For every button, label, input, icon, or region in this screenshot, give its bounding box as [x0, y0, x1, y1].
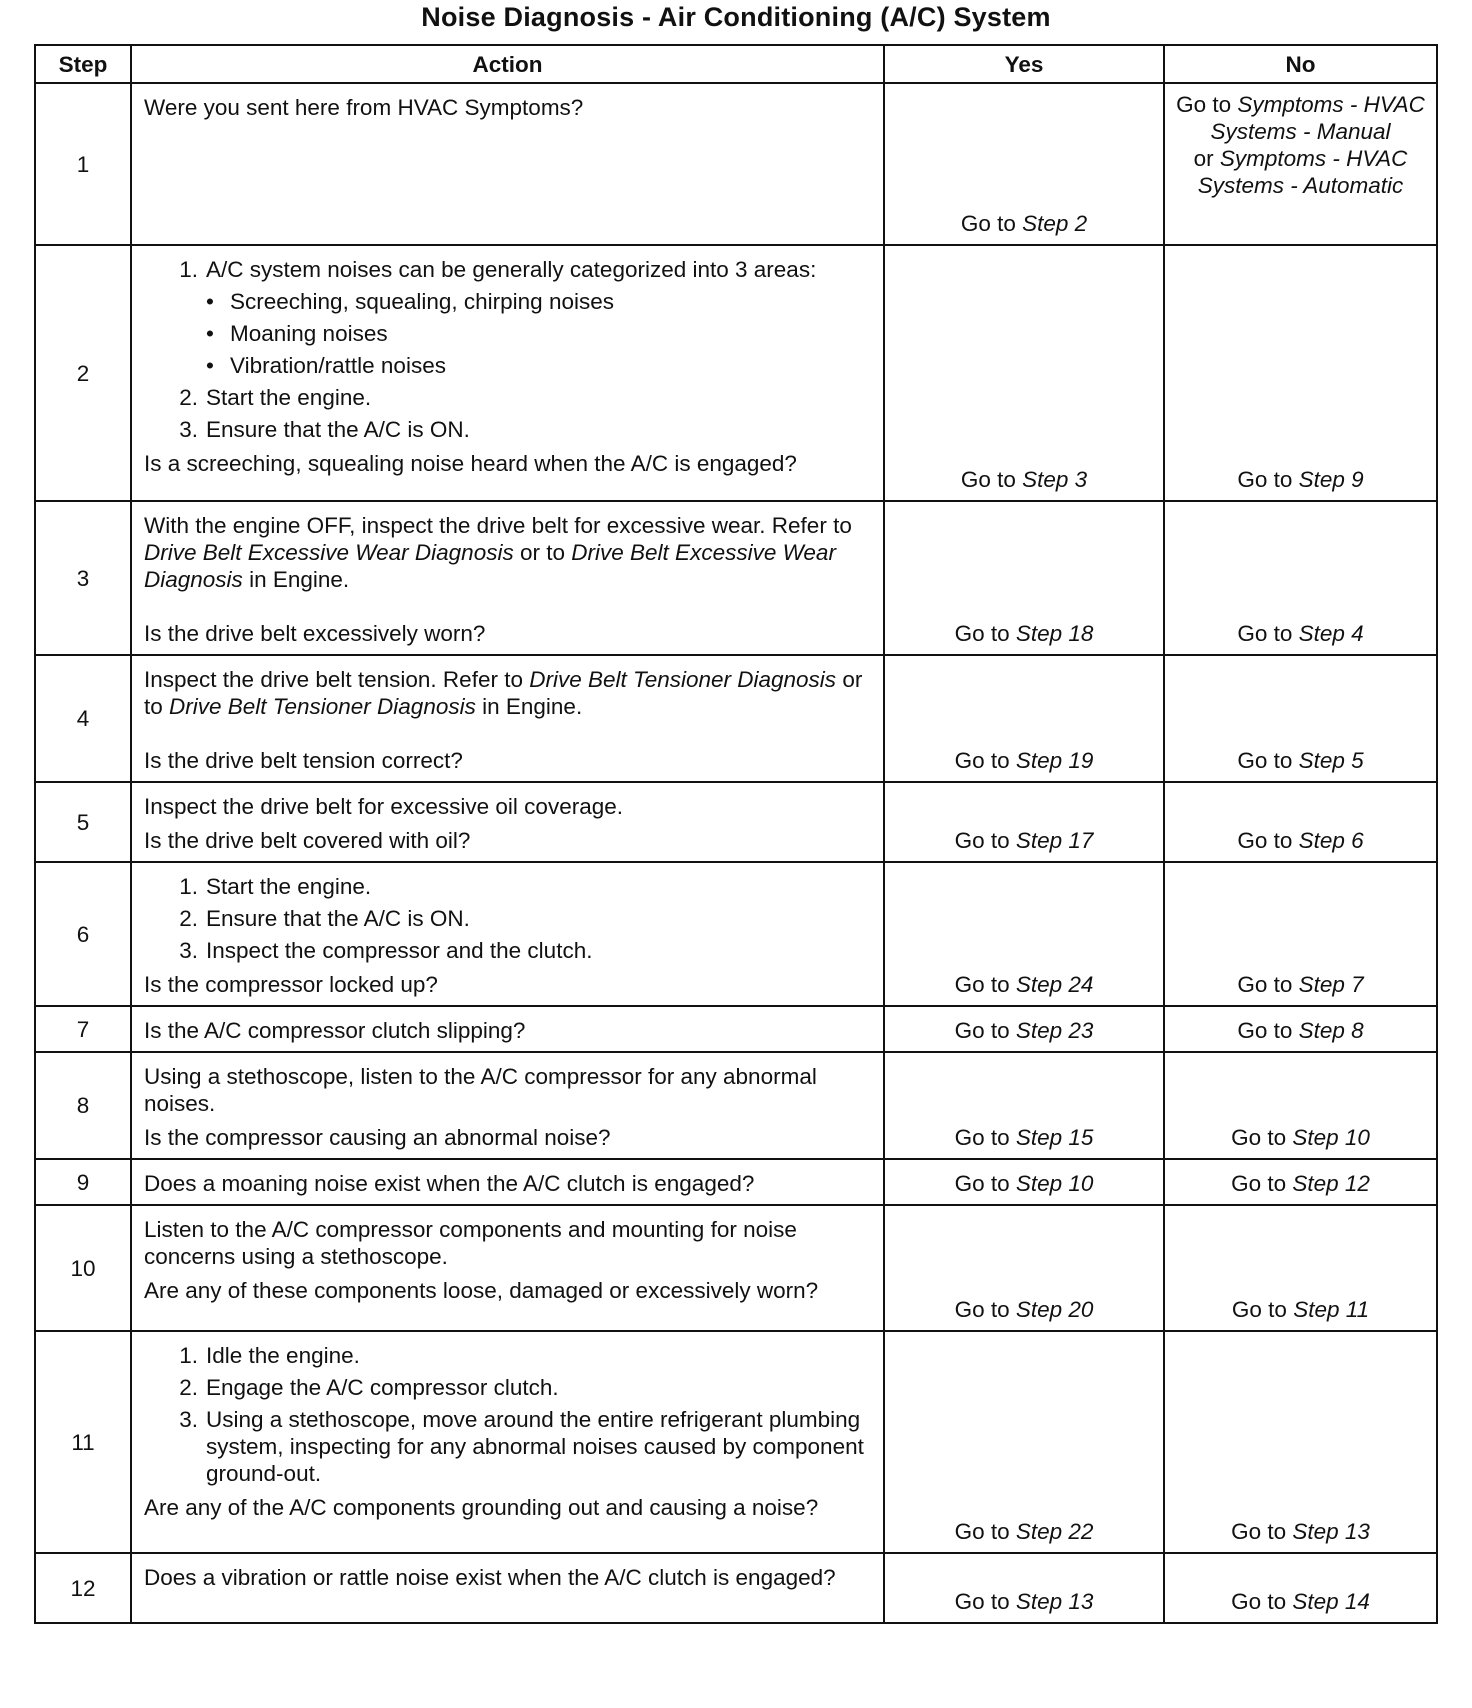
yes-cell — [884, 1159, 1164, 1205]
yes-cell — [884, 862, 1164, 1006]
table-row — [35, 862, 1437, 1006]
instruction-text: Listen to the A/C compressor components and mounting for noise concerns using a stethoscope. — [144, 1217, 797, 1269]
go-to-text: Go to — [954, 1018, 1010, 1043]
item-text: A/C system noises can be generally categorized into 3 areas: — [206, 257, 817, 282]
instruction-text — [144, 666, 873, 720]
step-link[interactable]: Step 7 — [1298, 972, 1364, 997]
step-link[interactable]: Step 4 — [1298, 621, 1364, 646]
bullet-item — [144, 288, 873, 315]
instruction-part: in Engine. — [482, 694, 583, 719]
step-link[interactable]: Step 3 — [1022, 467, 1088, 492]
question-text: Is the compressor locked up? — [144, 972, 438, 997]
bullet-glyph: • — [206, 289, 214, 314]
go-to-text: Go to — [960, 211, 1016, 236]
item-number: 2. — [179, 906, 198, 931]
header-action: Action — [131, 45, 884, 83]
instruction-text: Inspect the drive belt for excessive oil coverage. — [144, 794, 623, 819]
table-row — [35, 1006, 1437, 1052]
yes-cell — [884, 1006, 1164, 1052]
item-text: Ensure that the A/C is ON. — [206, 906, 470, 931]
go-to-text: Go to — [1237, 748, 1293, 773]
step-link[interactable]: Step 17 — [1015, 828, 1094, 853]
go-to-text: Go to — [954, 1171, 1010, 1196]
or-text: or — [1193, 146, 1214, 171]
go-to-text: Go to — [1237, 828, 1293, 853]
action-cell — [131, 1159, 884, 1205]
question-text: Does a vibration or rattle noise exist when the A/C clutch is engaged? — [144, 1565, 836, 1590]
go-to-text: Go to — [954, 621, 1010, 646]
action-cell — [131, 1553, 884, 1623]
action-cell — [131, 1205, 884, 1331]
step-number: 6 — [35, 862, 131, 1006]
numbered-item — [144, 1342, 873, 1369]
item-number: 2. — [179, 1375, 198, 1400]
item-number: 3. — [179, 417, 198, 442]
step-number: 12 — [35, 1553, 131, 1623]
step-number: 11 — [35, 1331, 131, 1553]
item-text: Ensure that the A/C is ON. — [206, 417, 470, 442]
no-cell — [1164, 1052, 1437, 1159]
question-text: Is the drive belt tension correct? — [144, 748, 463, 773]
numbered-item — [144, 416, 873, 443]
step-link[interactable]: Step 9 — [1298, 467, 1364, 492]
yes-cell — [884, 501, 1164, 655]
reference-link[interactable]: Drive Belt Excessive Wear Diagnosis — [144, 540, 836, 592]
step-link[interactable]: Step 10 — [1292, 1125, 1370, 1150]
step-link[interactable]: Step 12 — [1292, 1171, 1370, 1196]
bullet-text: Screeching, squealing, chirping noises — [230, 289, 614, 314]
table-row — [35, 655, 1437, 782]
action-cell — [131, 501, 884, 655]
instruction-part: or to — [144, 667, 863, 719]
step-link[interactable]: Step 19 — [1015, 748, 1094, 773]
step-number: 3 — [35, 501, 131, 655]
step-link[interactable]: Step 8 — [1298, 1018, 1364, 1043]
item-number: 1. — [179, 874, 198, 899]
step-number: 8 — [35, 1052, 131, 1159]
item-number: 1. — [179, 257, 198, 282]
no-cell — [1164, 862, 1437, 1006]
question-text: Does a moaning noise exist when the A/C clutch is engaged? — [144, 1171, 755, 1196]
go-to-text: Go to — [1237, 972, 1293, 997]
numbered-item — [144, 384, 873, 411]
table-row — [35, 1052, 1437, 1159]
action-cell — [131, 655, 884, 782]
bullet-glyph: • — [206, 353, 214, 378]
yes-cell — [884, 782, 1164, 862]
table-header-row — [35, 45, 1437, 83]
go-to-text: Go to — [1231, 1519, 1287, 1544]
go-to-text: Go to — [1176, 92, 1232, 117]
instruction-part: With the engine OFF, inspect the drive belt for excessive wear. Refer to — [144, 513, 852, 538]
numbered-item — [144, 873, 873, 900]
step-link[interactable]: Step 24 — [1015, 972, 1094, 997]
no-cell — [1164, 245, 1437, 501]
no-cell — [1164, 1553, 1437, 1623]
table-row — [35, 501, 1437, 655]
go-to-text: Go to — [1231, 1125, 1287, 1150]
question-text: Are any of these components loose, damaged or excessively worn? — [144, 1278, 819, 1303]
item-number: 3. — [179, 938, 198, 963]
go-to-text: Go to — [1237, 1018, 1293, 1043]
table-row — [35, 1331, 1437, 1553]
item-text: Engage the A/C compressor clutch. — [206, 1375, 559, 1400]
step-link[interactable]: Step 20 — [1015, 1297, 1094, 1322]
table-row — [35, 1159, 1437, 1205]
reference-link[interactable]: Drive Belt Excessive Wear Diagnosis — [144, 540, 514, 565]
action-cell — [131, 1052, 884, 1159]
step-link[interactable]: Step 6 — [1298, 828, 1364, 853]
step-number: 10 — [35, 1205, 131, 1331]
table-row — [35, 1205, 1437, 1331]
table-row — [35, 245, 1437, 501]
header-no: No — [1164, 45, 1437, 83]
action-cell — [131, 782, 884, 862]
diagnosis-table — [34, 44, 1438, 1624]
question-text: Are any of the A/C components grounding out and causing a noise? — [144, 1495, 819, 1520]
bullet-glyph: • — [206, 321, 214, 346]
bullet-text: Moaning noises — [230, 321, 388, 346]
no-cell — [1164, 83, 1437, 245]
go-to-text: Go to — [954, 1125, 1010, 1150]
step-link[interactable]: Step 11 — [1293, 1297, 1370, 1322]
go-to-text: Go to — [1237, 621, 1293, 646]
go-to-text: Go to — [954, 1589, 1010, 1614]
go-to-text: Go to — [954, 828, 1010, 853]
step-number: 9 — [35, 1159, 131, 1205]
step-link[interactable]: Step 5 — [1298, 748, 1364, 773]
no-cell — [1164, 1006, 1437, 1052]
go-to-text: Go to — [954, 972, 1010, 997]
table-row — [35, 1553, 1437, 1623]
question-text: Is a screeching, squealing noise heard when the A/C is engaged? — [144, 451, 797, 476]
header-yes: Yes — [884, 45, 1164, 83]
symptoms-link[interactable]: Symptoms - HVAC Systems - Manual — [1210, 92, 1425, 144]
yes-cell — [884, 1553, 1164, 1623]
item-text: Idle the engine. — [206, 1343, 360, 1368]
step-number: 1 — [35, 83, 131, 245]
action-cell — [131, 1006, 884, 1052]
header-step: Step — [35, 45, 131, 83]
step-link[interactable]: Step 23 — [1015, 1018, 1094, 1043]
step-link[interactable]: Step 22 — [1015, 1519, 1094, 1544]
bullet-item — [144, 352, 873, 379]
reference-link[interactable]: Drive Belt Tensioner Diagnosis — [169, 694, 476, 719]
table-row — [35, 83, 1437, 245]
step-number: 4 — [35, 655, 131, 782]
question-text: Is the drive belt excessively worn? — [144, 621, 486, 646]
action-cell — [131, 1331, 884, 1553]
step-link[interactable]: Step 18 — [1015, 621, 1094, 646]
step-link[interactable]: Step 13 — [1015, 1589, 1094, 1614]
numbered-item — [144, 1374, 873, 1401]
no-cell — [1164, 1331, 1437, 1553]
go-to-text: Go to — [1237, 467, 1293, 492]
item-number: 3. — [179, 1407, 198, 1432]
question-text: Is the compressor causing an abnormal noise? — [144, 1125, 611, 1150]
instruction-part: in Engine. — [249, 567, 350, 592]
step-link[interactable]: Step 10 — [1015, 1171, 1094, 1196]
step-number: 7 — [35, 1006, 131, 1052]
question-text: Were you sent here from HVAC Symptoms? — [144, 95, 584, 120]
go-to-text: Go to — [1231, 1171, 1287, 1196]
question-text: Is the A/C compressor clutch slipping? — [144, 1018, 526, 1043]
step-number: 5 — [35, 782, 131, 862]
go-to-text: Go to — [954, 1519, 1010, 1544]
step-link[interactable]: Step 15 — [1015, 1125, 1094, 1150]
item-number: 1. — [179, 1343, 198, 1368]
page-title: Noise Diagnosis - Air Conditioning (A/C) System — [421, 2, 1051, 32]
numbered-item — [144, 1406, 873, 1487]
bullet-text: Vibration/rattle noises — [230, 353, 446, 378]
reference-link[interactable]: Drive Belt Tensioner Diagnosis — [529, 667, 837, 692]
numbered-item — [144, 256, 873, 283]
yes-cell — [884, 1331, 1164, 1553]
instruction-part: Inspect the drive belt tension. Refer to — [144, 667, 523, 692]
go-to-text: Go to — [960, 467, 1016, 492]
action-cell — [131, 245, 884, 501]
no-cell — [1164, 655, 1437, 782]
instruction-part: or to — [519, 540, 566, 565]
action-cell — [131, 862, 884, 1006]
step-link[interactable]: Step 2 — [1022, 211, 1088, 236]
no-cell — [1164, 501, 1437, 655]
yes-cell — [884, 1052, 1164, 1159]
item-number: 2. — [179, 385, 198, 410]
go-to-text: Go to — [954, 748, 1010, 773]
yes-cell — [884, 83, 1164, 245]
instruction-text — [144, 512, 873, 593]
go-to-text: Go to — [954, 1297, 1010, 1322]
no-cell — [1164, 1159, 1437, 1205]
item-text: Using a stethoscope, move around the entire refrigerant plumbing system, inspecting for any abnormal noises caused by component ground-out. — [206, 1407, 864, 1486]
go-to-text: Go to — [1231, 1297, 1287, 1322]
item-text: Inspect the compressor and the clutch. — [206, 938, 593, 963]
yes-cell — [884, 655, 1164, 782]
step-link[interactable]: Step 14 — [1292, 1589, 1370, 1614]
table-row — [35, 782, 1437, 862]
step-link[interactable]: Step 13 — [1292, 1519, 1370, 1544]
go-to-text: Go to — [1231, 1589, 1287, 1614]
yes-cell — [884, 245, 1164, 501]
numbered-item — [144, 937, 873, 964]
yes-cell — [884, 1205, 1164, 1331]
no-cell — [1164, 782, 1437, 862]
bullet-item — [144, 320, 873, 347]
symptoms-link[interactable]: Symptoms - HVAC Systems - Automatic — [1197, 146, 1408, 198]
no-cell — [1164, 1205, 1437, 1331]
item-text: Start the engine. — [206, 874, 372, 899]
numbered-item — [144, 905, 873, 932]
item-text: Start the engine. — [206, 385, 372, 410]
action-cell — [131, 83, 884, 245]
question-text: Is the drive belt covered with oil? — [144, 828, 471, 853]
step-number: 2 — [35, 245, 131, 501]
instruction-text: Using a stethoscope, listen to the A/C compressor for any abnormal noises. — [144, 1064, 817, 1116]
